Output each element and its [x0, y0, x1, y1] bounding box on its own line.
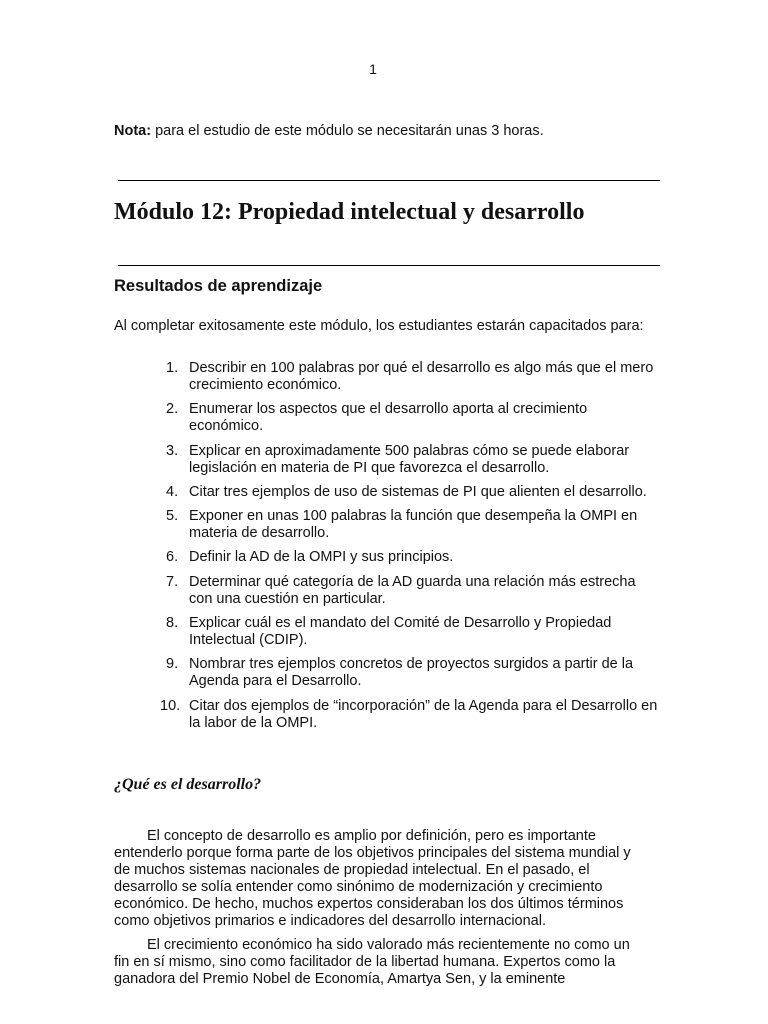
list-item-text: Definir la AD de la OMPI y sus principios. — [189, 549, 454, 566]
note-text: para el estudio de este módulo se necesitarán unas 3 horas. — [151, 123, 544, 139]
list-item-text: Explicar cuál es el mandato del Comité de Desarrollo y Propiedad Intelectual (CDIP). — [189, 615, 612, 649]
list-item-text: Explicar en aproximadamente 500 palabras cómo se puede elaborar legislación en materia de PI que favorezca el desarrollo. — [189, 442, 630, 476]
list-item-text: Nombrar tres ejemplos concretos de proyectos surgidos a partir de la Agenda para el Desarrollo. — [189, 656, 634, 690]
list-item — [160, 443, 660, 477]
list-item-number: 7. — [166, 573, 179, 590]
list-item — [160, 615, 660, 649]
page-number: 1 — [369, 61, 377, 77]
list-item-number: 2. — [166, 401, 179, 418]
objectives-list — [160, 360, 660, 739]
list-item-number: 6. — [166, 549, 179, 566]
time-note — [114, 123, 544, 139]
list-item — [160, 508, 660, 542]
body-paragraph: El concepto de desarrollo es amplio por definición, pero es importante entenderlo porque forma parte de los objetivos principales del sistema mundial y de muchos sistemas nacionales de propiedad intelectual. En el pasado, el desarrollo se solía entender como sinónimo de modernización y crecimiento económico. De hecho, muchos expertos consideraban los dos últimos términos como objetivos primarios e indicadores del desarrollo internacional. — [114, 828, 631, 929]
list-item-text: Describir en 100 palabras por qué el desarrollo es algo más que el mero crecimiento económico. — [189, 360, 654, 393]
list-item-number: 3. — [166, 442, 179, 459]
title-top-rule — [118, 180, 660, 181]
module-title: Módulo 12: Propiedad intelectual y desarrollo — [114, 199, 585, 225]
list-item-text: Determinar qué categoría de la AD guarda una relación más estrecha con una cuestión en particular. — [189, 573, 636, 607]
list-item-text: Exponer en unas 100 palabras la función que desempeña la OMPI en materia de desarrollo. — [189, 508, 638, 542]
list-item-text: Enumerar los aspectos que el desarrollo aporta al crecimiento económico. — [189, 401, 588, 435]
list-item-number: 1. — [166, 360, 179, 376]
section-question-heading: ¿Qué es el desarrollo? — [114, 776, 262, 793]
list-item-number: 10. — [160, 697, 181, 714]
learning-outcomes-heading: Resultados de aprendizaje — [114, 277, 323, 295]
list-item-text: Citar tres ejemplos de uso de sistemas de PI que alienten el desarrollo. — [189, 483, 647, 500]
list-item-number: 9. — [166, 656, 179, 673]
list-item — [160, 656, 660, 690]
list-item — [160, 549, 660, 566]
list-item — [160, 698, 660, 732]
list-item — [160, 484, 660, 501]
list-item-number: 4. — [166, 483, 179, 500]
body-paragraph: El crecimiento económico ha sido valorado más recientemente no como un fin en sí mismo, sino como facilitador de la libertad humana. Expertos como la ganadora del Premio Nobel de Economía, Amartya Sen, y la eminente — [114, 937, 630, 987]
list-item — [160, 574, 660, 608]
list-item — [160, 401, 660, 435]
list-item — [160, 360, 660, 394]
list-item-number: 5. — [166, 508, 179, 525]
learning-outcomes-intro: Al completar exitosamente este módulo, los estudiantes estarán capacitados para: — [114, 318, 644, 334]
note-label: Nota: — [114, 123, 152, 139]
list-item-text: Citar dos ejemplos de “incorporación” de la Agenda para el Desarrollo en la labor de la OMPI. — [189, 697, 658, 731]
list-item-number: 8. — [166, 615, 179, 632]
title-bottom-rule — [118, 265, 660, 266]
